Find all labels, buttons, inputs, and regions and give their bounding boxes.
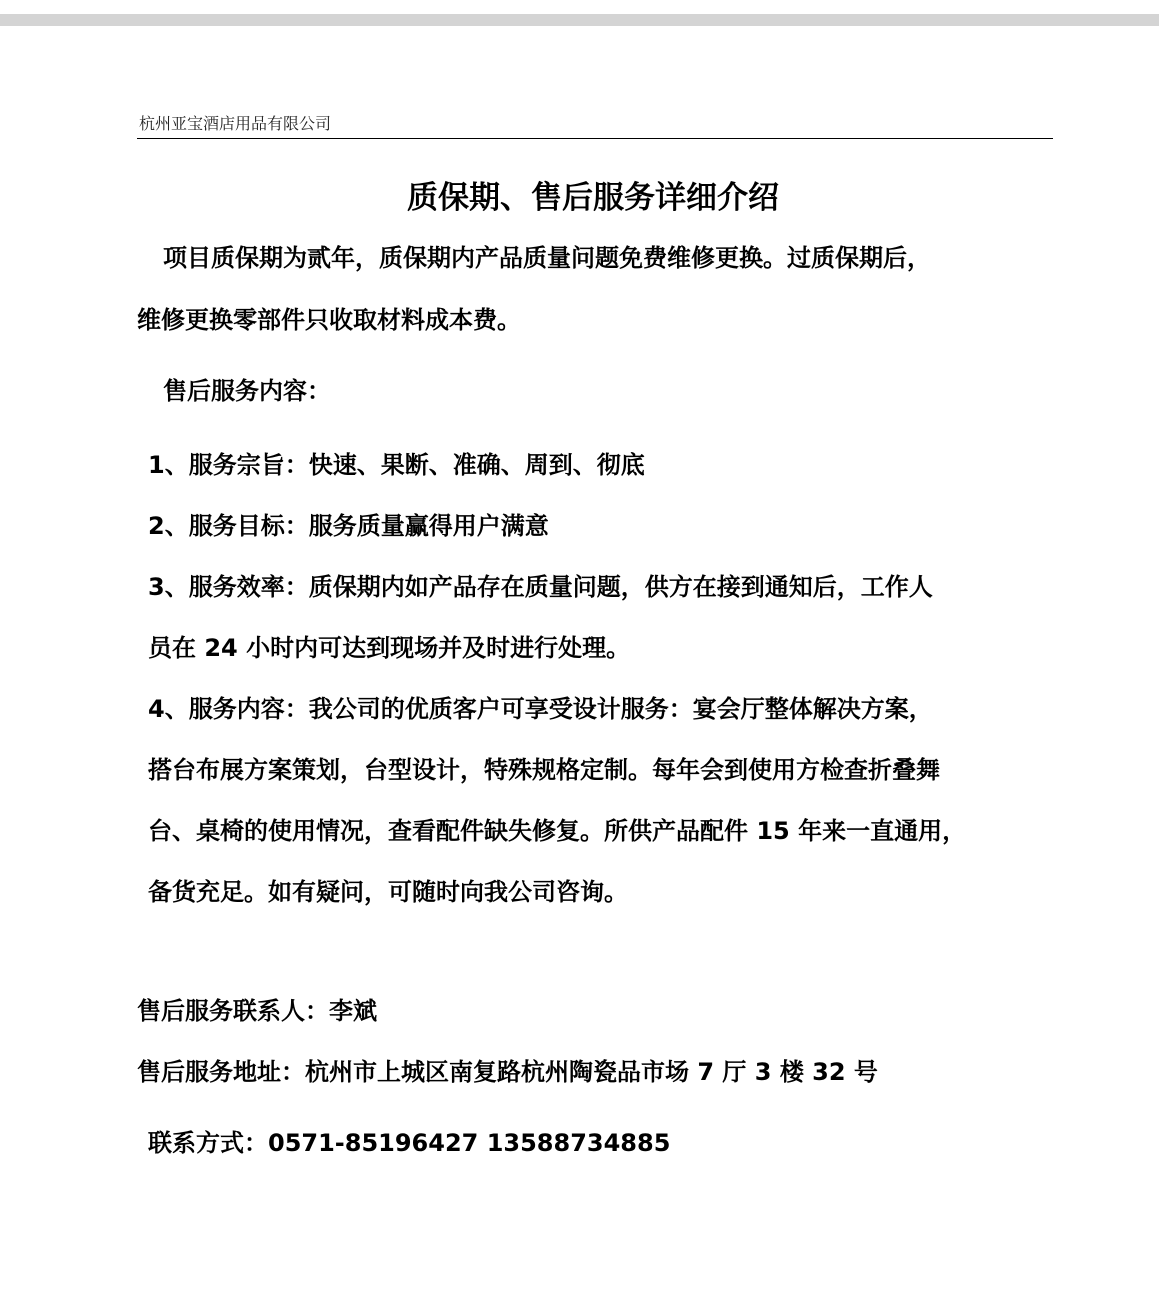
warranty-text-line-1: 项目质保期为贰年，质保期内产品质量问题免费维修更换。过质保期后， xyxy=(163,244,931,272)
service-item-4-line-2: 搭台布展方案策划，台型设计，特殊规格定制。每年会到使用方检查折叠舞 xyxy=(148,756,940,784)
service-item-4-line-4: 备货充足。如有疑问，可随时向我公司咨询。 xyxy=(148,878,628,906)
header-divider xyxy=(137,138,1053,139)
contact-phone: 联系方式：0571-85196427 13588734885 xyxy=(148,1129,671,1157)
service-item-4-line-3: 台、桌椅的使用情况，查看配件缺失修复。所供产品配件 15 年来一直通用， xyxy=(148,817,967,845)
service-item-1: 1、服务宗旨：快速、果断、准确、周到、彻底 xyxy=(148,451,645,479)
contact-person: 售后服务联系人：李斌 xyxy=(137,997,377,1025)
top-scroll-bar xyxy=(0,14,1159,26)
service-item-3-line-2: 员在 24 小时内可达到现场并及时进行处理。 xyxy=(148,634,631,662)
header-company-name: 杭州亚宝酒店用品有限公司 xyxy=(139,114,332,133)
service-heading: 售后服务内容： xyxy=(163,377,331,405)
warranty-text-line-2: 维修更换零部件只收取材料成本费。 xyxy=(137,306,521,334)
service-item-3-line-1: 3、服务效率：质保期内如产品存在质量问题，供方在接到通知后，工作人 xyxy=(148,573,933,601)
service-item-4-line-1: 4、服务内容：我公司的优质客户可享受设计服务：宴会厅整体解决方案， xyxy=(148,695,933,723)
page-title: 质保期、售后服务详细介绍 xyxy=(407,180,779,216)
service-item-2: 2、服务目标：服务质量赢得用户满意 xyxy=(148,512,549,540)
contact-address: 售后服务地址：杭州市上城区南复路杭州陶瓷品市场 7 厅 3 楼 32 号 xyxy=(137,1058,878,1086)
